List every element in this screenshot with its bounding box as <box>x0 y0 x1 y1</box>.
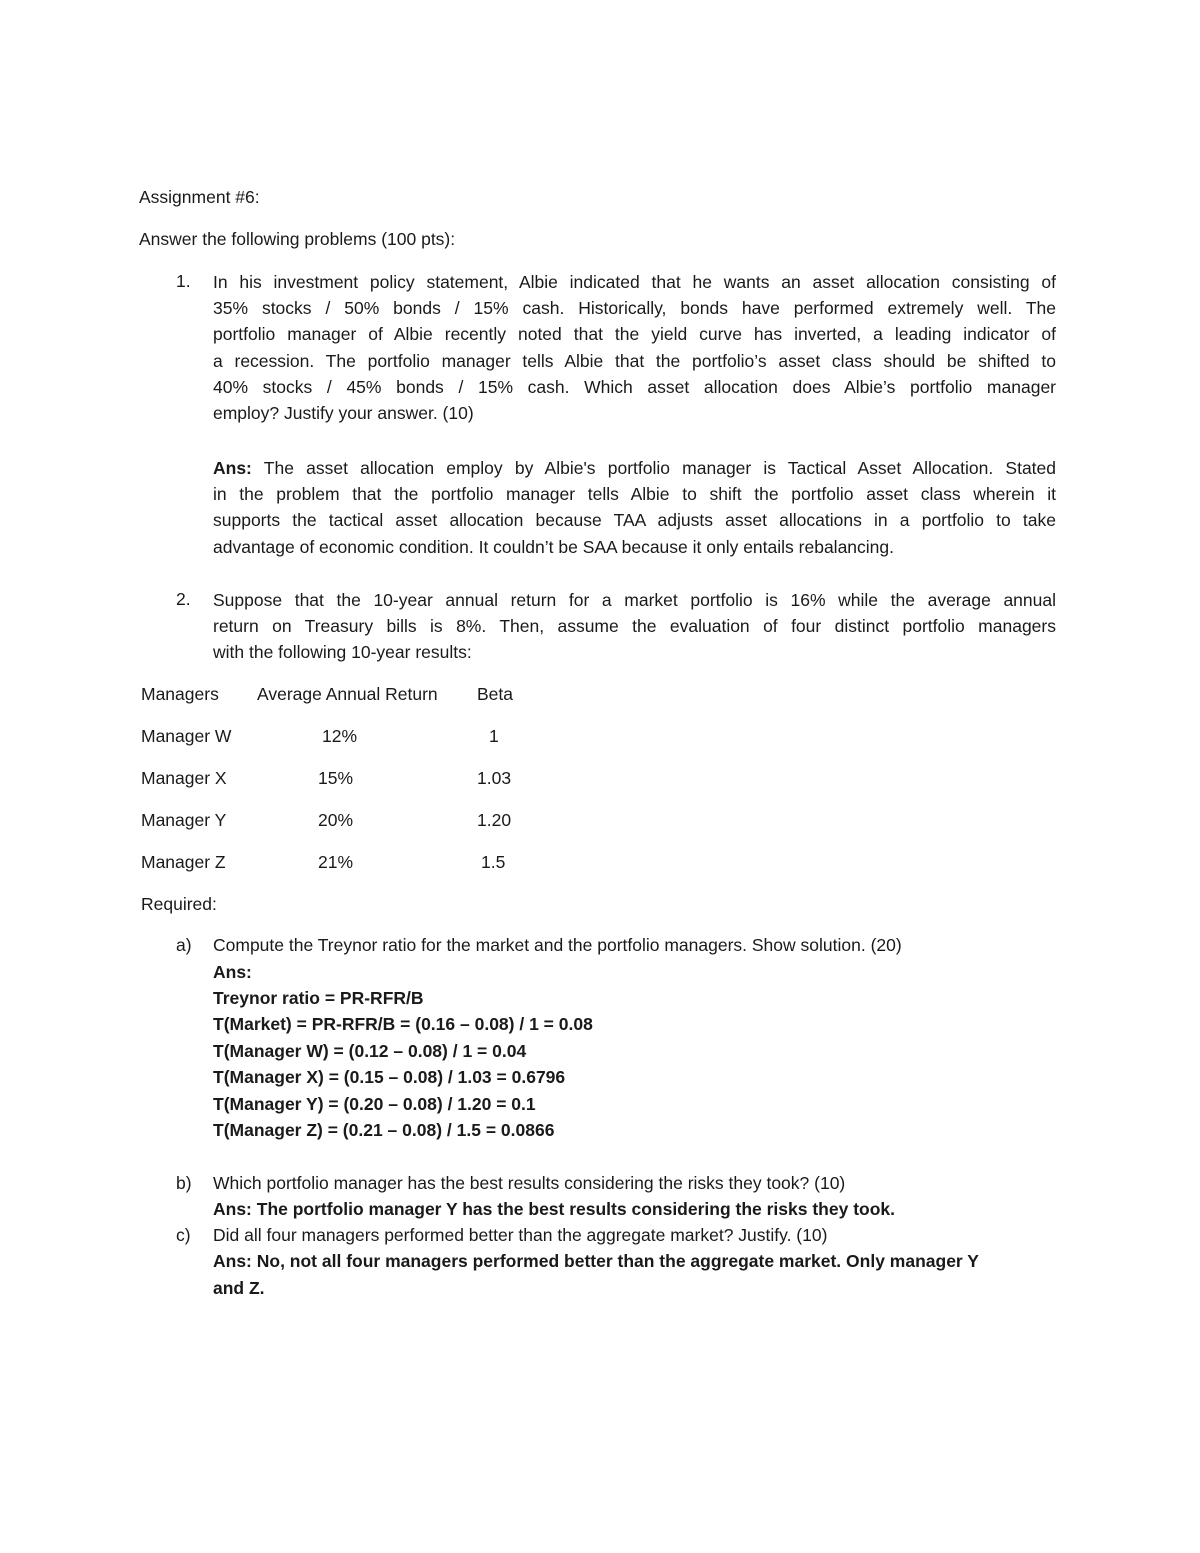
table-cell-return: 12% <box>322 726 358 746</box>
required-label: Required: <box>141 894 217 914</box>
problem-1-line: 35% stocks / 50% bonds / 15% cash. Historically, bonds have performed extremely well. The <box>213 298 1056 319</box>
problem-2-line: return on Treasury bills is 8%. Then, assume the evaluation of four distinct portfolio managers <box>213 616 1056 637</box>
part-b-answer: Ans: The portfolio manager Y has the best results considering the risks they took. <box>213 1199 896 1219</box>
table-cell-return: 20% <box>318 810 354 830</box>
solution-line: T(Manager Y) = (0.20 – 0.08) / 1.20 = 0.1 <box>213 1094 536 1114</box>
part-b-question: Which portfolio manager has the best results considering the risks they took? (10) <box>213 1173 846 1193</box>
answer-label: Ans: <box>213 458 252 478</box>
table-cell-return: 15% <box>318 768 354 788</box>
problem-1-text <box>213 269 1056 426</box>
problem-1-answer-line: advantage of economic condition. It couldn’t be SAA because it only entails rebalancing. <box>213 536 894 557</box>
part-a-question: Compute the Treynor ratio for the market and the portfolio managers. Show solution. (20) <box>213 935 902 955</box>
table-cell-return: 21% <box>318 852 354 872</box>
table-cell-manager: Manager Y <box>141 810 227 830</box>
problem-1-line: portfolio manager of Albie recently noted that the yield curve has inverted, a leading indicator of <box>213 324 1056 345</box>
part-c-answer: and Z. <box>213 1278 265 1298</box>
problem-2-line: with the following 10-year results: <box>213 642 472 663</box>
problem-1-line: 40% stocks / 45% bonds / 15% cash. Which asset allocation does Albie’s portfolio manager <box>213 376 1056 397</box>
part-a-answer-label: Ans: <box>213 962 252 982</box>
instructions-text: Answer the following problems (100 pts): <box>139 229 456 249</box>
table-header-managers: Managers <box>141 684 219 704</box>
problem-1-line: a recession. The portfolio manager tells Albie that the portfolio’s asset class should be shifted to <box>213 350 1056 371</box>
table-header-return: Average Annual Return <box>257 684 438 704</box>
part-c-letter: c) <box>176 1225 191 1245</box>
problem-1-answer-text: The asset allocation employ by Albie's portfolio manager is Tactical Asset Allocation. Stated <box>263 458 1056 478</box>
part-b-letter: b) <box>176 1173 192 1193</box>
problem-1-line: In his investment policy statement, Albie indicated that he wants an asset allocation consisting of <box>213 272 1056 292</box>
solution-line: Treynor ratio = PR-RFR/B <box>213 988 424 1008</box>
problem-1-line: employ? Justify your answer. (10) <box>213 402 474 423</box>
problem-1-answer <box>213 455 1056 560</box>
solution-line: T(Manager Z) = (0.21 – 0.08) / 1.5 = 0.0866 <box>213 1120 555 1140</box>
problem-1-answer-line: supports the tactical asset allocation because TAA adjusts asset allocations in a portfolio to take <box>213 510 1056 531</box>
table-cell-manager: Manager W <box>141 726 232 746</box>
table-header-beta: Beta <box>477 684 513 704</box>
solution-line: T(Market) = PR-RFR/B = (0.16 – 0.08) / 1 = 0.08 <box>213 1014 593 1034</box>
problem-1-number: 1. <box>176 271 191 291</box>
table-cell-beta: 1.5 <box>481 852 506 872</box>
solution-line: T(Manager X) = (0.15 – 0.08) / 1.03 = 0.6796 <box>213 1067 566 1087</box>
part-c-question: Did all four managers performed better than the aggregate market? Justify. (10) <box>213 1225 828 1245</box>
table-cell-manager: Manager X <box>141 768 227 788</box>
table-cell-manager: Manager Z <box>141 852 226 872</box>
problem-1-answer-line <box>213 455 1056 481</box>
solution-line: T(Manager W) = (0.12 – 0.08) / 1 = 0.04 <box>213 1041 527 1061</box>
problem-1-answer-line: in the problem that the portfolio manager tells Albie to shift the portfolio asset class wherein it <box>213 484 1056 505</box>
problem-2-number: 2. <box>176 589 191 609</box>
table-cell-beta: 1 <box>489 726 499 746</box>
table-cell-beta: 1.20 <box>477 810 512 830</box>
part-a-letter: a) <box>176 935 192 955</box>
problem-2-line: Suppose that the 10-year annual return for a market portfolio is 16% while the average annual <box>213 590 1056 610</box>
assignment-title: Assignment #6: <box>139 187 260 207</box>
table-cell-beta: 1.03 <box>477 768 512 788</box>
problem-2-text <box>213 587 1056 666</box>
part-c-answer: Ans: No, not all four managers performed better than the aggregate market. Only manager Y <box>213 1251 979 1271</box>
